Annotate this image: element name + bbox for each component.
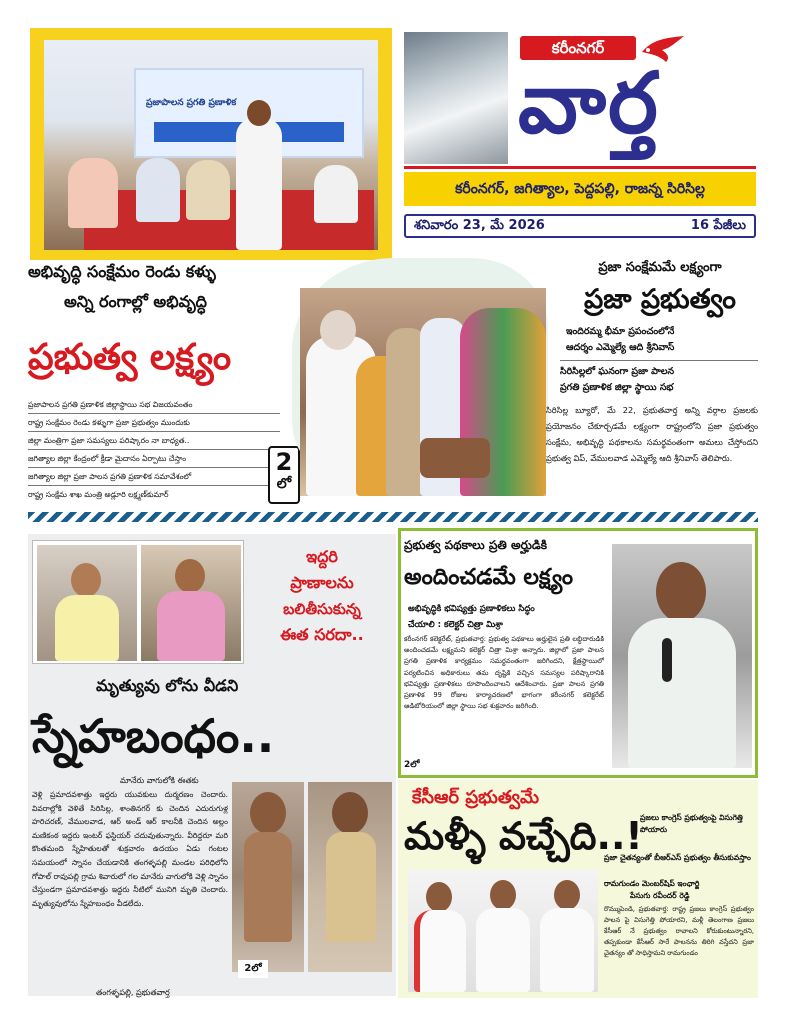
lead-page-ref [268,446,300,504]
section-divider [28,512,758,522]
kcr-side2: ప్రజా చైతన్యంతో బీఆర్ఎస్ ప్రభుత్వం తీసుకువస్తాం [604,853,751,862]
masthead-districts: కరీంనగర్, జగిత్యాల, పెద్దపల్లి, రాజన్న సిరిసిల్ల [404,172,756,206]
teaser-line: ఇద్దరి [306,547,338,566]
drowning-body: వెళ్లి ప్రమాదవశాత్తు ఇద్దరు యువకులు దుర్మరణం చెందారు. వివరాల్లోకి వెళితే సిరిసిల్ల, శాంతినగర్ కు చెందిన ఎదురుగుళ్ల హరిచరణ్, వేములవాడ, ఆర్ అండ్ ఆర్ కాలనీకి చెందిన అల్లం మణికంఠ ఇద్దరు ఇంటర్ ఫస్టియర్ చదువుతున్నారు. వీరిద్దరూ మరి కొంతమంది స్నేహితులతో శుక్రవారం ఉదయం ఏడు గంటల సమయంలో స్నానం చేయడానికి తంగళ్ళపల్లి మండల పరిధిలోని గోపాల్ రావుపల్లి గ్రామ శివారులో గల మానేరు వాగులోకి వెళ్లి స్నానం చేస్తుండగా ప్రమాదవశాత్తు ఇద్దరు నీటిలో మునిగి మృతి చెందారు. మృత్యువులోను స్నేహబంధం వీడలేదు. [32,790,228,908]
collector-photo [612,544,752,768]
right-story-kicker: ప్రజా సంక్షేమమే లక్ష్యంగా [598,260,722,275]
victim-photo-1 [37,545,137,661]
victim-2-shirt [157,591,225,661]
kcr-kicker: కేసీఆర్ ప్రభుత్వమే [412,787,540,808]
gift-basket [420,438,490,478]
victim-1-head [71,563,101,597]
drowning-teaser [252,544,392,648]
seated-guest-3 [186,160,230,220]
page-count: 16 పేజీలు [690,218,746,233]
teaser-line: ఈత సరదా.. [280,625,364,644]
collector-dress [628,618,736,768]
lead-kicker-2: అన్ని రంగాల్లో అభివృద్ధి [64,292,207,311]
body-2-torso [326,832,376,942]
kcr-body: రొమ్ముపెండి, ప్రభుతవార్త: రాష్ట్ర ప్రజలు కాంగ్రెస్ ప్రభుత్వం పాలన పై విసుగెత్తి పోయారని, మళ్లీ తెలంగాణ ప్రజలు కేసీఆర్ నే ప్రభుత్వం రావాలని కోరుకుంటున్నారని, తప్పకుండా కేసీఆర్ సారే పాలనను తిరిగి వస్తేదని ప్రజా చైతన్యం తో సాధిస్తామని రామగుండం [604,905,754,957]
right-story-sub2: ఆదర్శం ఎమ్మెల్యే ఆది శ్రీనివాస్ [566,342,675,353]
drowning-page-ref: 2లో [238,960,268,978]
right-story-body: సిరిసిల్ల బ్యూరో, మే 22, ప్రభుతవార్త అన్ని వర్గాల ప్రజలకు ప్రయోజనం చేకూర్చడమే లక్ష్యంగా రాష్ట్రంలోని ప్రజా ప్రభుత్వం సంక్షేమ, అభివృద్ధి పథకాలను సమర్థవంతంగా అమలు చేస్తోందని ప్రభుత్వ విప్, వేములవాడ ఎమ్మెల్యే ఆది శ్రీనివాస్ తెలిపారు. [546,405,758,463]
collector-headline: అందించడమే లక్ష్యం [404,565,574,590]
masthead-title: వార్త [518,54,660,152]
leader-3-head [554,880,580,910]
microphone-icon [662,638,672,682]
collector-page-ref: 2లో [404,760,420,770]
seated-guest-1 [68,158,118,228]
victim-photo-2 [141,545,241,661]
drowning-headline: స్నేహబంధం.. [32,709,275,763]
lead-bullet: ప్రజాపాలన ప్రగతి ప్రణాళిక జిల్లాస్థాయి సభ విజయవంతం [28,396,280,414]
issue-date: శనివారం 23, మే 2026 [414,218,545,233]
masthead-kicker: కరీంనగర్ [520,36,636,60]
drowning-photo-frame [32,540,244,664]
masthead-rule [404,166,756,169]
right-story-sub4: ప్రగతి ప్రణాళిక జిల్లా స్థాయి సభ [560,382,674,393]
top-left-photo-frame [30,28,392,260]
leader-3-body [540,908,594,992]
collector-sub1: అభివృద్ధికి భవిష్యత్తు ప్రణాళికలు సిద్ధం [408,604,535,614]
victim-1-shirt [55,595,119,661]
leader-2-head [490,880,516,910]
leader-2-body [476,908,530,992]
kcr-photo [408,870,598,992]
leader-1-body [414,910,466,992]
lead-bullet: జిల్లా మంత్రిగా ప్రజా సమస్యలు పరిష్కారం నా బాధ్యత.. [28,432,280,450]
ceremony-photo [300,288,546,496]
drowning-dateline: తంగళ్ళపల్లి, ప్రభుతవార్త [96,988,170,997]
victim-2-head [175,559,205,593]
stage-banner-text: ప్రజాపాలన ప్రగతి ప్రణాళిక [146,98,237,108]
lead-headline: ప్రభుత్వ లక్ష్యం [28,337,232,378]
kcr-side1: ప్రజలు కాంగ్రెస్ ప్రభుత్వంపై విసుగెత్తి పోయారు [640,813,743,834]
lead-bullet: జగిత్యాల జిల్లా ప్రజా పాలన ప్రగతి ప్రణాళిక సమావేశంలో [28,468,280,486]
seated-guest-4 [314,165,358,223]
speaker-figure [236,118,282,250]
drowning-lead-in: మానేరు వాగులోకి ఈతకు [120,776,199,785]
speaker-head [247,100,271,126]
dam-photo [404,32,508,164]
right-story-rule [560,360,758,361]
lead-bullets [28,396,280,503]
kcr-headline: మళ్ళీ వచ్చేది..! [404,814,643,858]
drowning-kicker: మృత్యువు లోను వీడని [96,676,239,695]
teaser-line: బలితీసుకున్న [283,600,361,618]
body-photo-1 [232,782,304,972]
teaser-line: ప్రాణాలను [290,573,354,592]
collector-body: కరీంనగర్ కలెక్టరేట్, ప్రభుతవార్త: ప్రభుత్వ పథకాలు అర్హులైన ప్రతి లబ్ధిదారుడికి అందించడమే లక్ష్యమని కలెక్టర్ చిత్రా మిశ్రా అన్నారు. జిల్లాలో ప్రజా పాలన ప్రగతి ప్రణాళిక కార్యక్రమం సమర్థవంతంగా జరిగిందని, క్షేత్రస్థాయిలో పర్యటించిన అధికారులు తమ దృష్టికి వచ్చిన సమస్యల పరిష్కారానికి భవిష్యత్తు ప్రణాళికలు రూపొందించాలని ఆదేశించారు. ప్రజా పాలన ప్రగతి ప్రణాళిక 99 రోజుల కార్యాచరణలో భాగంగా కరీంనగర్ కలెక్టరేట్ ఆడిటోరియంలో జిల్లా స్థాయి సభ శుక్రవారం జరిగింది. [404,635,604,711]
body-1-head [250,792,286,834]
right-story-sub1: ఇందిరమ్మ భీమా ప్రపంచంలోనే [566,326,675,337]
collector-sub2: చేయాలి : కలెక్టర్ చిత్రా మిశ్రా [408,620,503,630]
lead-page-ref-suffix: లో [276,476,292,492]
body-photo-2 [308,782,392,972]
masthead-dateline [404,214,756,238]
leader-1-head [426,882,452,912]
collector-kicker: ప్రభుత్వ పథకాలు ప్రతి అర్హుడికి [404,538,547,552]
lead-bullet: రాష్ట్ర సంక్షేమం రెండు కళ్ళుగా ప్రజా ప్రభుత్వం ముందుకు [28,414,280,432]
right-story-headline: ప్రజా ప్రభుత్వం [584,284,736,315]
official-head [320,310,356,350]
body-1-torso [244,832,292,942]
kcr-side3: రామగుండం మెంబర్‌షిప్ ఇంఛార్జి [604,879,700,888]
collector-head [656,562,706,622]
event-stage-photo [44,40,378,250]
right-story-sub3: సిరిసిల్లలో ఘనంగా ప్రజా పాలన [560,366,675,377]
lead-bullet: జగిత్యాల జిల్లా కేంద్రంలో క్రీడా మైదానం ఏర్పాటు చేస్తాం [28,450,280,468]
lead-page-ref-number: 2 [275,448,293,476]
seated-guest-2 [136,158,180,222]
body-2-head [332,792,368,834]
lead-bullet: రాష్ట్ర సంక్షేమ శాఖ మంత్రి అడ్లూరి లక్ష్మణ్‌కుమార్ [28,490,169,499]
kcr-side4: పేసుగు రవీందర్ రెడ్డి [630,891,690,900]
lead-kicker-1: అభివృద్ధి సంక్షేమం రెండు కళ్ళు [28,262,216,281]
